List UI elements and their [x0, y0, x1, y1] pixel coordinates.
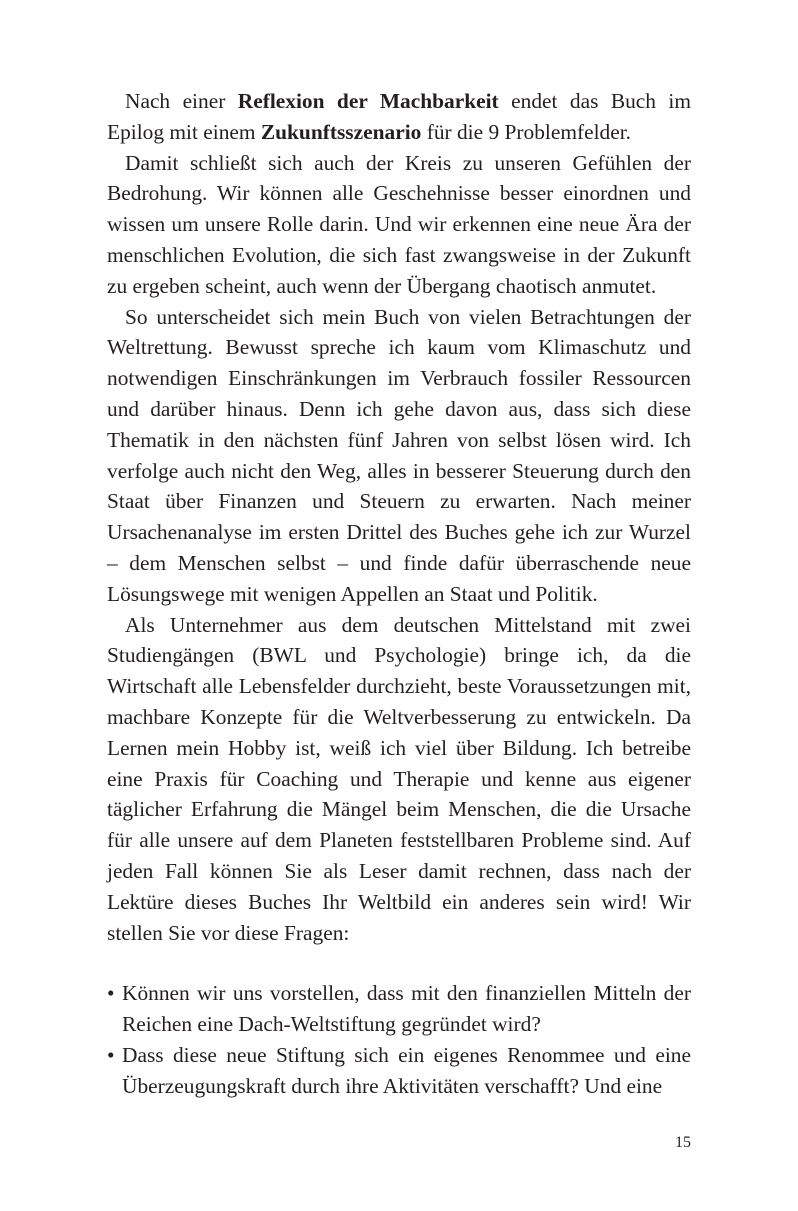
- question-list: [107, 978, 691, 1101]
- paragraph: [107, 86, 691, 148]
- list-item: [107, 1040, 691, 1102]
- text-run: Als Unternehmer aus dem deutschen Mittelstand mit zwei Studiengängen (BWL und Psychologie) bringe ich, da die Wirtschaft alle Lebensfelder durchzieht, beste Voraussetzungen mit, machbare Konzepte für die Weltverbesserung zu entwickeln. Da Lernen mein Hobby ist, weiß ich viel über Bildung. Ich betreibe eine Praxis für Coaching und Therapie und kenne aus eigener täglicher Erfahrung die Mängel beim Menschen, die die Ursache für alle unsere auf dem Planeten feststellbaren Probleme sind. Auf jeden Fall können Sie als Leser damit rechnen, dass nach der Lektüre dieses Buches Ihr Weltbild ein anderes sein wird! Wir stellen Sie vor diese Fragen:: [107, 612, 691, 945]
- paragraph: [107, 148, 691, 302]
- page-body: [107, 86, 691, 1102]
- list-item: [107, 978, 691, 1040]
- text-run: So unterscheidet sich mein Buch von vielen Betrachtungen der Weltrettung. Bewusst spreche ich kaum vom Klimaschutz und notwendigen Einschränkungen im Verbrauch fossiler Ressourcen und darüber hinaus. Denn ich gehe davon aus, dass sich diese Thematik in den nächsten fünf Jahren von selbst lösen wird. Ich verfolge auch nicht den Weg, alles in besserer Steuerung durch den Staat über Finanzen und Steuern zu erwarten. Nach meiner Ursachenanalyse im ersten Drittel des Buches gehe ich zur Wurzel – dem Menschen selbst – und finde dafür überraschende neue Lösungswege mit wenigen Appellen an Staat und Politik.: [107, 304, 691, 606]
- bold-phrase: Zukunftsszenario: [260, 119, 422, 144]
- paragraph: [107, 610, 691, 949]
- text-run: Nach einer: [125, 89, 238, 113]
- bold-phrase: Reflexion der Machbarkeit: [237, 89, 499, 113]
- text-run: endet das Buch im Epilog mit einem: [107, 89, 691, 144]
- bullet-icon: •: [107, 1042, 115, 1067]
- page-number: 15: [675, 1134, 691, 1151]
- body-text: [107, 86, 691, 948]
- text-run: Damit schließt sich auch der Kreis zu unseren Gefühlen der Bedrohung. Wir können alle Geschehnisse besser einordnen und wissen um unsere Rolle darin. Und wir erkennen eine neue Ära der menschlichen Evolution, die sich fast zwangsweise in der Zukunft zu ergeben scheint, auch wenn der Übergang chaotisch anmutet.: [107, 150, 691, 298]
- bullet-icon: •: [107, 981, 115, 1006]
- text-run: für die 9 Problemfelder.: [421, 119, 632, 144]
- list-item-text: Dass diese neue Stiftung sich ein eigenes Renommee und eine Überzeugungskraft durch ihre Aktivitäten verschafft? Und eine: [122, 1042, 691, 1098]
- list-item-text: Können wir uns vorstellen, dass mit den finanziellen Mitteln der Reichen eine Dach-Weltstiftung gegründet wird?: [122, 981, 691, 1037]
- paragraph: [107, 302, 691, 610]
